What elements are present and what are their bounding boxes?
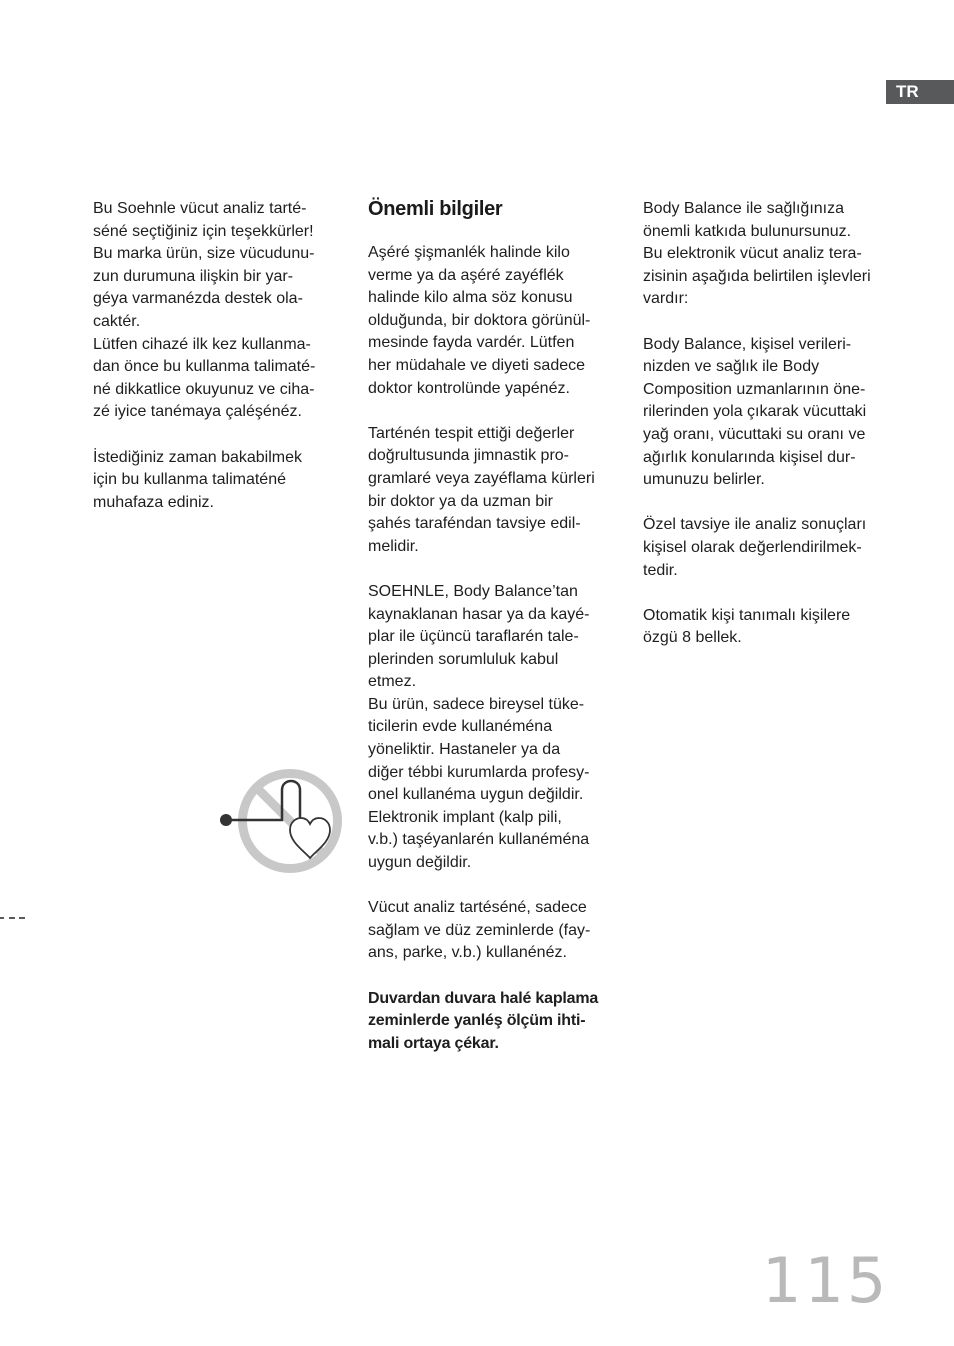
text-line: doktor kontrolünde yapénéz. [368,379,570,397]
text-line: tedir. [643,561,678,579]
text-line: Duvardan duvara halé kaplama [368,989,599,1007]
page-number: 115 [762,1244,890,1317]
text-line: zeminlerde yanléş ölçüm ihti- [368,1012,586,1030]
instructions-paragraph [93,334,341,424]
text-line: né dikkatlice okuyunuz ve ciha- [93,380,315,398]
text-line: v.b.) taşéyanlarén kullanéména [368,831,590,849]
keep-manual-paragraph [93,447,341,515]
analysis-results-paragraph [643,514,893,582]
text-line: Composition uzmanlarının öne- [643,380,866,398]
text-line: Bu marka ürün, size vücudunu- [93,245,315,263]
text-line: plerinden sorumluluk kabul [368,650,559,668]
text-line: kaynaklanan hasar ya da kayé- [368,605,590,623]
text-line: Bu Soehnle vücut analiz tarté- [93,200,307,217]
text-line: gramlaré veya zayéflama kürleri [368,469,595,487]
cut-mark-icon [0,916,26,920]
memory-paragraph [643,605,893,650]
text-line: vardır: [643,290,689,308]
text-line: caktér. [93,312,141,330]
text-line: yöneliktir. Hastaneler ya da [368,741,561,759]
text-line: halinde kilo alma söz konusu [368,289,573,307]
text-line: ticilerin evde kullanéména [368,718,553,736]
text-line: yağ oranı, vücuttaki su oranı ve [643,425,866,443]
text-line: ağırlık konularında kişisel dur- [643,448,856,466]
text-line: ans, parke, v.b.) kullanénéz. [368,944,567,962]
text-line: zé iyice tanémaya çaléşénéz. [93,403,302,421]
text-line: kişisel olarak değerlendirilmek- [643,538,862,556]
text-line: melidir. [368,537,419,555]
text-line: İstediğiniz zaman bakabilmek [93,448,302,466]
text-line: Tarténén tespit ettiği değerler [368,424,575,442]
text-line: doğrultusunda jimnastik pro- [368,447,569,465]
liability-paragraph [368,581,618,694]
carpet-warning [368,988,618,1056]
programs-paragraph [368,423,618,559]
text-line: Elektronik implant (kalp pili, [368,808,562,826]
intro-paragraph [93,198,341,334]
intro-column [93,198,341,514]
text-line: Vücut analiz tartéséné, sadece [368,899,587,917]
body-composition-paragraph [643,334,893,492]
text-line: her müdahale ve diyeti sadece [368,356,586,374]
text-line: Özel tavsiye ile analiz sonuçları [643,516,867,534]
text-line: séné seçtiğiniz için teşekkürler! [93,222,314,240]
text-line: uygun değildir. [368,854,472,872]
home-use-paragraph [368,694,618,875]
no-pacemaker-icon [216,766,348,876]
text-line: verme ya da aşéré zayéflék [368,266,564,284]
text-line: plar ile üçüncü taraflarén tale- [368,628,579,646]
language-tab: TR [886,80,954,104]
text-line: Body Balance ile sağlığınıza [643,200,845,217]
weight-loss-paragraph [368,242,618,400]
section-heading: Önemli bilgiler [368,198,503,220]
important-info-column [368,198,618,1055]
text-line: özgü 8 bellek. [643,629,742,647]
text-line: bir doktor ya da uzman bir [368,492,553,510]
features-column [643,198,893,650]
text-line: mali ortaya çékar. [368,1034,499,1052]
text-line: Bu elektronik vücut analiz tera- [643,245,862,263]
text-line: sağlam ve düz zeminlerde (fay- [368,921,591,939]
text-line: zisinin aşağıda belirtilen işlevleri [643,267,871,285]
text-line: muhafaza ediniz. [93,493,214,511]
text-line: zun durumuna ilişkin bir yar- [93,267,294,285]
text-line: Lütfen cihazé ilk kez kullanma- [93,335,311,353]
text-line: dan önce bu kullanma talimaté- [93,358,316,376]
text-line: Bu ürün, sadece bireysel tüke- [368,695,585,713]
text-line: rilerinden yola çıkarak vücuttaki [643,403,867,421]
text-line: önemli katkıda bulunursunuz. [643,222,852,240]
surface-paragraph [368,897,618,965]
text-line: onel kullanéma uygun değildir. [368,786,584,804]
text-line: umunuzu belirler. [643,471,765,489]
text-line: géya varmanézda destek ola- [93,290,303,308]
text-line: şahés taraféndan tavsiye edil- [368,515,581,533]
text-line: nizden ve sağlık ile Body [643,358,820,376]
text-line: olduğunda, bir doktora görünül- [368,311,591,329]
text-line: için bu kullanma talimaténé [93,471,286,489]
text-line: Aşéré şişmanlék halinde kilo [368,244,570,261]
text-line: Otomatik kişi tanımalı kişilere [643,606,851,624]
text-line: Body Balance, kişisel verileri- [643,335,852,353]
features-intro-paragraph [643,198,893,311]
text-line: mesinde fayda vardér. Lütfen [368,334,575,352]
text-line: SOEHNLE, Body Balance’tan [368,582,578,600]
text-line: diğer tébbi kurumlarda profesy- [368,763,590,781]
text-line: etmez. [368,673,417,691]
